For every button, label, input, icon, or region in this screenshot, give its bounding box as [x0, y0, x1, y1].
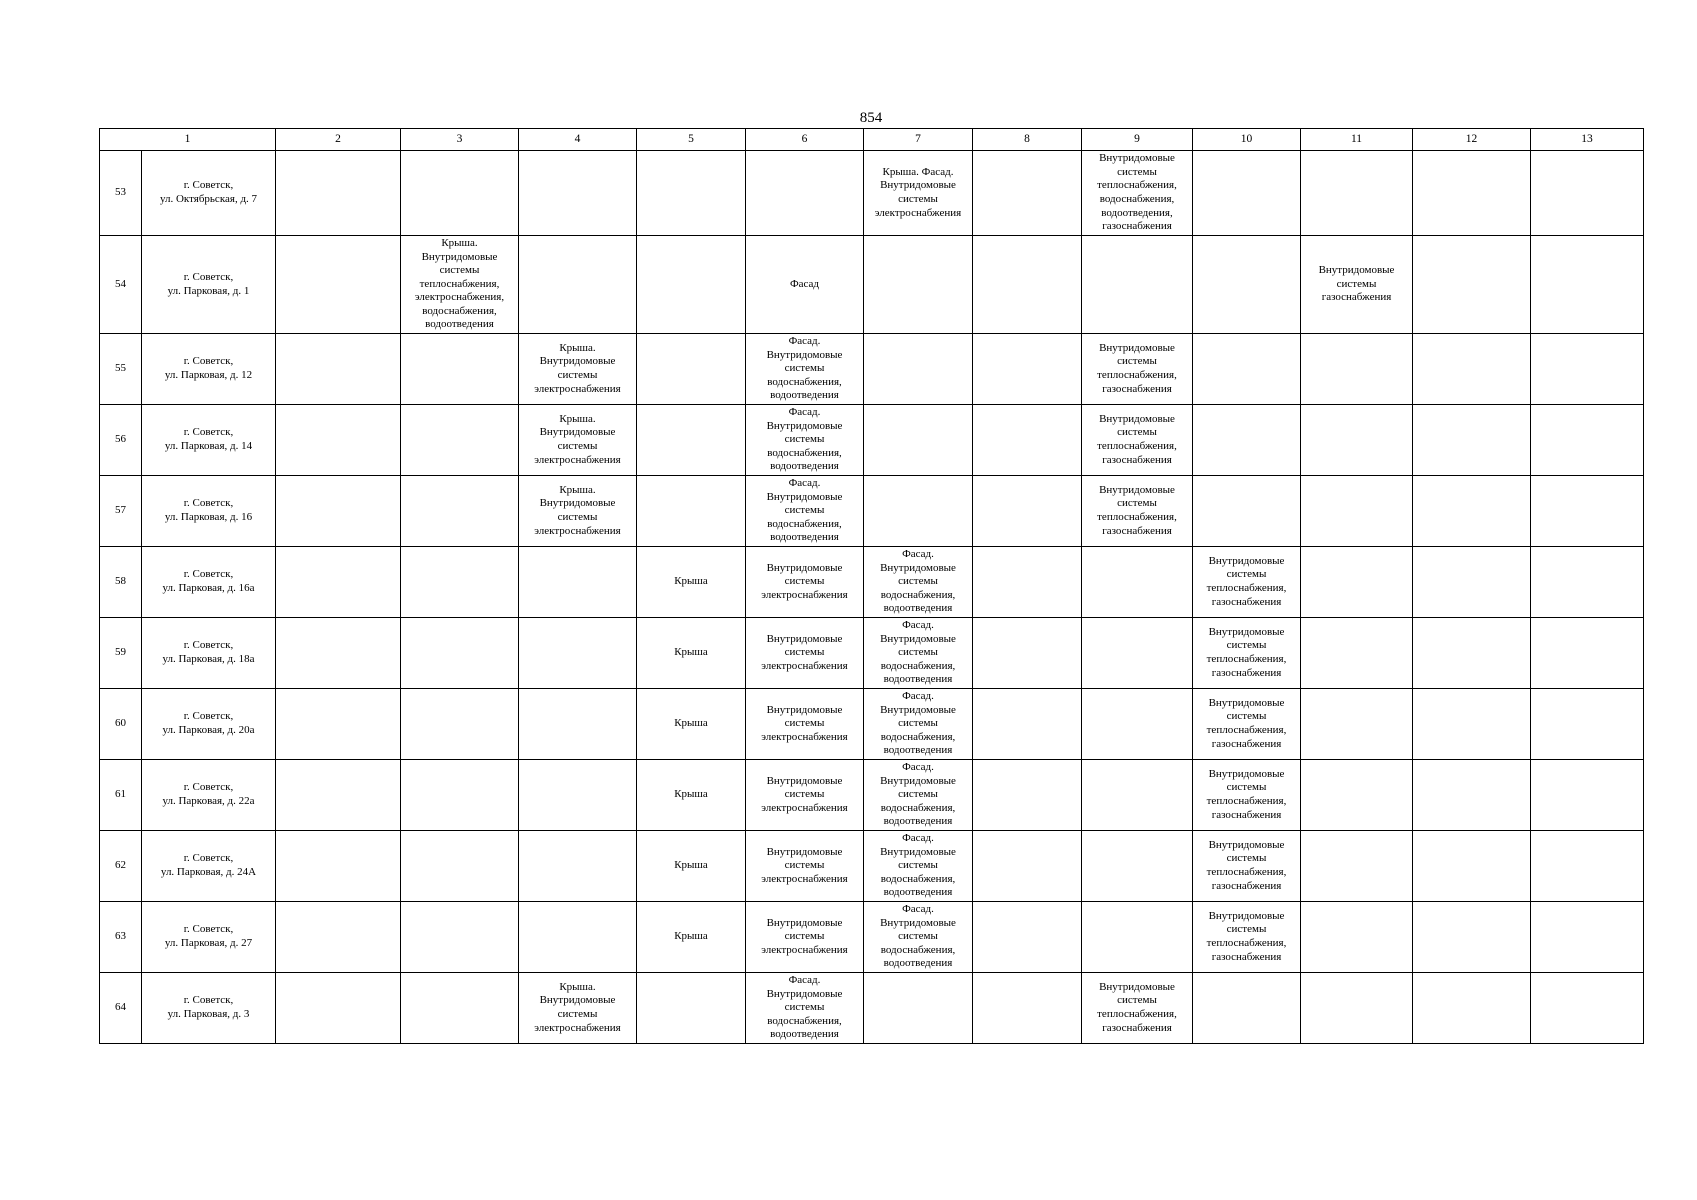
work-cell-col-3 [401, 334, 519, 405]
work-cell-col-8 [973, 476, 1082, 547]
work-cell-col-3 [401, 902, 519, 973]
address-cell: г. Советск, ул. Парковая, д. 16 [142, 476, 276, 547]
work-cell-col-6: Фасад [746, 236, 864, 334]
work-cell-col-12 [1413, 151, 1531, 236]
work-cell-col-7: Фасад. Внутридомовые системы водоснабжения, водоотведения [864, 831, 973, 902]
row-number: 60 [100, 689, 142, 760]
work-cell-col-13 [1531, 973, 1644, 1044]
column-header-6: 6 [746, 129, 864, 151]
table-row [100, 334, 1644, 405]
work-cell-col-5: Крыша [637, 618, 746, 689]
work-cell-col-5: Крыша [637, 760, 746, 831]
table-row [100, 760, 1644, 831]
work-cell-col-7 [864, 405, 973, 476]
work-cell-col-12 [1413, 618, 1531, 689]
work-cell-col-4: Крыша. Внутридомовые системы электроснабжения [519, 334, 637, 405]
work-cell-col-6: Фасад. Внутридомовые системы водоснабжения, водоотведения [746, 334, 864, 405]
column-header-2: 2 [276, 129, 401, 151]
work-cell-col-4: Крыша. Внутридомовые системы электроснабжения [519, 476, 637, 547]
work-cell-col-7: Фасад. Внутридомовые системы водоснабжения, водоотведения [864, 760, 973, 831]
work-cell-col-7: Фасад. Внутридомовые системы водоснабжения, водоотведения [864, 902, 973, 973]
column-header-8: 8 [973, 129, 1082, 151]
work-cell-col-6: Фасад. Внутридомовые системы водоснабжения, водоотведения [746, 973, 864, 1044]
column-header-12: 12 [1413, 129, 1531, 151]
column-header-13: 13 [1531, 129, 1644, 151]
work-cell-col-2 [276, 973, 401, 1044]
work-cell-col-3 [401, 618, 519, 689]
row-number: 55 [100, 334, 142, 405]
work-cell-col-10 [1193, 334, 1301, 405]
work-cell-col-8 [973, 334, 1082, 405]
address-cell: г. Советск, ул. Парковая, д. 16а [142, 547, 276, 618]
work-cell-col-11 [1301, 151, 1413, 236]
work-cell-col-3 [401, 973, 519, 1044]
address-cell: г. Советск, ул. Парковая, д. 1 [142, 236, 276, 334]
work-cell-col-13 [1531, 831, 1644, 902]
work-cell-col-9 [1082, 236, 1193, 334]
work-cell-col-12 [1413, 973, 1531, 1044]
table-row [100, 236, 1644, 334]
row-number: 59 [100, 618, 142, 689]
work-cell-col-10 [1193, 476, 1301, 547]
row-number: 57 [100, 476, 142, 547]
work-cell-col-5: Крыша [637, 689, 746, 760]
work-cell-col-9 [1082, 547, 1193, 618]
work-cell-col-10 [1193, 405, 1301, 476]
work-cell-col-6: Внутридомовые системы электроснабжения [746, 689, 864, 760]
work-cell-col-8 [973, 689, 1082, 760]
work-cell-col-10: Внутридомовые системы теплоснабжения, газоснабжения [1193, 547, 1301, 618]
work-cell-col-12 [1413, 547, 1531, 618]
column-header-10: 10 [1193, 129, 1301, 151]
work-cell-col-2 [276, 618, 401, 689]
work-cell-col-7: Фасад. Внутридомовые системы водоснабжения, водоотведения [864, 547, 973, 618]
table-row [100, 618, 1644, 689]
work-cell-col-2 [276, 476, 401, 547]
work-cell-col-3 [401, 547, 519, 618]
work-cell-col-8 [973, 831, 1082, 902]
work-cell-col-9: Внутридомовые системы теплоснабжения, водоснабжения, водоотведения, газоснабжения [1082, 151, 1193, 236]
address-cell: г. Советск, ул. Парковая, д. 20а [142, 689, 276, 760]
work-cell-col-9 [1082, 902, 1193, 973]
table-row [100, 831, 1644, 902]
work-cell-col-8 [973, 236, 1082, 334]
address-cell: г. Советск, ул. Парковая, д. 18а [142, 618, 276, 689]
work-cell-col-11 [1301, 760, 1413, 831]
work-cell-col-9 [1082, 760, 1193, 831]
work-cell-col-11 [1301, 831, 1413, 902]
work-cell-col-5 [637, 973, 746, 1044]
row-number: 54 [100, 236, 142, 334]
work-cell-col-12 [1413, 334, 1531, 405]
work-cell-col-7 [864, 973, 973, 1044]
work-cell-col-6: Фасад. Внутридомовые системы водоснабжения, водоотведения [746, 476, 864, 547]
work-cell-col-2 [276, 151, 401, 236]
work-cell-col-13 [1531, 547, 1644, 618]
work-cell-col-6: Внутридомовые системы электроснабжения [746, 760, 864, 831]
work-cell-col-11 [1301, 547, 1413, 618]
work-cell-col-5 [637, 236, 746, 334]
work-cell-col-2 [276, 902, 401, 973]
column-header-5: 5 [637, 129, 746, 151]
work-cell-col-4 [519, 151, 637, 236]
work-cell-col-3: Крыша. Внутридомовые системы теплоснабжения, электроснабжения, водоснабжения, водоотведения [401, 236, 519, 334]
work-cell-col-10: Внутридомовые системы теплоснабжения, газоснабжения [1193, 902, 1301, 973]
address-cell: г. Советск, ул. Парковая, д. 12 [142, 334, 276, 405]
table-body [100, 129, 1644, 1044]
work-cell-col-8 [973, 618, 1082, 689]
work-cell-col-12 [1413, 689, 1531, 760]
work-cell-col-12 [1413, 902, 1531, 973]
work-cell-col-11 [1301, 689, 1413, 760]
page-number: 854 [859, 110, 883, 126]
work-cell-col-2 [276, 689, 401, 760]
work-cell-col-6: Внутридомовые системы электроснабжения [746, 831, 864, 902]
work-cell-col-10 [1193, 151, 1301, 236]
address-cell: г. Советск, ул. Парковая, д. 24А [142, 831, 276, 902]
work-cell-col-8 [973, 547, 1082, 618]
work-cell-col-5 [637, 476, 746, 547]
work-cell-col-6: Внутридомовые системы электроснабжения [746, 902, 864, 973]
work-cell-col-6 [746, 151, 864, 236]
work-cell-col-8 [973, 973, 1082, 1044]
work-cell-col-12 [1413, 405, 1531, 476]
work-cell-col-8 [973, 902, 1082, 973]
work-cell-col-13 [1531, 334, 1644, 405]
column-header-7: 7 [864, 129, 973, 151]
work-cell-col-3 [401, 405, 519, 476]
work-cell-col-13 [1531, 902, 1644, 973]
work-cell-col-13 [1531, 236, 1644, 334]
header-row [100, 129, 1644, 151]
column-header-3: 3 [401, 129, 519, 151]
work-cell-col-11 [1301, 334, 1413, 405]
work-cell-col-2 [276, 831, 401, 902]
table-row [100, 476, 1644, 547]
table-row [100, 405, 1644, 476]
work-cell-col-2 [276, 547, 401, 618]
address-cell: г. Советск, ул. Парковая, д. 22а [142, 760, 276, 831]
work-cell-col-7: Крыша. Фасад. Внутридомовые системы электроснабжения [864, 151, 973, 236]
address-cell: г. Советск, ул. Парковая, д. 14 [142, 405, 276, 476]
work-cell-col-7: Фасад. Внутридомовые системы водоснабжения, водоотведения [864, 618, 973, 689]
work-cell-col-13 [1531, 760, 1644, 831]
work-cell-col-9 [1082, 618, 1193, 689]
work-cell-col-10: Внутридомовые системы теплоснабжения, газоснабжения [1193, 689, 1301, 760]
work-cell-col-3 [401, 760, 519, 831]
work-cell-col-3 [401, 151, 519, 236]
work-cell-col-8 [973, 405, 1082, 476]
work-cell-col-10: Внутридомовые системы теплоснабжения, газоснабжения [1193, 760, 1301, 831]
address-cell: г. Советск, ул. Октябрьская, д. 7 [142, 151, 276, 236]
row-number: 61 [100, 760, 142, 831]
work-cell-col-10 [1193, 973, 1301, 1044]
work-cell-col-9 [1082, 689, 1193, 760]
work-cell-col-2 [276, 236, 401, 334]
work-cell-col-11 [1301, 902, 1413, 973]
work-cell-col-13 [1531, 689, 1644, 760]
work-cell-col-3 [401, 476, 519, 547]
work-cell-col-5: Крыша [637, 831, 746, 902]
work-cell-col-7: Фасад. Внутридомовые системы водоснабжения, водоотведения [864, 689, 973, 760]
work-cell-col-3 [401, 831, 519, 902]
work-cell-col-4 [519, 547, 637, 618]
work-cell-col-9 [1082, 831, 1193, 902]
work-cell-col-5 [637, 405, 746, 476]
work-cell-col-4 [519, 236, 637, 334]
work-cell-col-11 [1301, 973, 1413, 1044]
work-cell-col-2 [276, 405, 401, 476]
work-cell-col-9: Внутридомовые системы теплоснабжения, газоснабжения [1082, 405, 1193, 476]
work-cell-col-9: Внутридомовые системы теплоснабжения, газоснабжения [1082, 334, 1193, 405]
work-cell-col-8 [973, 760, 1082, 831]
work-cell-col-5: Крыша [637, 902, 746, 973]
address-cell: г. Советск, ул. Парковая, д. 27 [142, 902, 276, 973]
work-cell-col-6: Фасад. Внутридомовые системы водоснабжения, водоотведения [746, 405, 864, 476]
row-number: 63 [100, 902, 142, 973]
row-number: 58 [100, 547, 142, 618]
work-cell-col-4 [519, 760, 637, 831]
work-cell-col-12 [1413, 476, 1531, 547]
work-cell-col-12 [1413, 236, 1531, 334]
row-number: 56 [100, 405, 142, 476]
work-cell-col-5 [637, 334, 746, 405]
address-cell: г. Советск, ул. Парковая, д. 3 [142, 973, 276, 1044]
repair-schedule-table [99, 128, 1644, 1044]
work-cell-col-13 [1531, 476, 1644, 547]
table-row [100, 151, 1644, 236]
column-header-4: 4 [519, 129, 637, 151]
work-cell-col-11 [1301, 476, 1413, 547]
work-cell-col-9: Внутридомовые системы теплоснабжения, газоснабжения [1082, 973, 1193, 1044]
work-cell-col-9: Внутридомовые системы теплоснабжения, газоснабжения [1082, 476, 1193, 547]
work-cell-col-11 [1301, 618, 1413, 689]
table-row [100, 689, 1644, 760]
work-cell-col-12 [1413, 760, 1531, 831]
work-cell-col-10: Внутридомовые системы теплоснабжения, газоснабжения [1193, 831, 1301, 902]
work-cell-col-6: Внутридомовые системы электроснабжения [746, 547, 864, 618]
work-cell-col-7 [864, 236, 973, 334]
table-row [100, 547, 1644, 618]
work-cell-col-4: Крыша. Внутридомовые системы электроснабжения [519, 973, 637, 1044]
work-cell-col-5: Крыша [637, 547, 746, 618]
row-number: 62 [100, 831, 142, 902]
work-cell-col-12 [1413, 831, 1531, 902]
work-cell-col-13 [1531, 405, 1644, 476]
work-cell-col-3 [401, 689, 519, 760]
row-number: 64 [100, 973, 142, 1044]
work-cell-col-7 [864, 476, 973, 547]
work-cell-col-13 [1531, 151, 1644, 236]
work-cell-col-4 [519, 618, 637, 689]
column-header-11: 11 [1301, 129, 1413, 151]
work-cell-col-2 [276, 334, 401, 405]
work-cell-col-4 [519, 689, 637, 760]
work-cell-col-5 [637, 151, 746, 236]
work-cell-col-8 [973, 151, 1082, 236]
work-cell-col-11 [1301, 405, 1413, 476]
work-cell-col-6: Внутридомовые системы электроснабжения [746, 618, 864, 689]
work-cell-col-7 [864, 334, 973, 405]
work-cell-col-11: Внутридомовые системы газоснабжения [1301, 236, 1413, 334]
table-row [100, 902, 1644, 973]
table-row [100, 973, 1644, 1044]
work-cell-col-4: Крыша. Внутридомовые системы электроснабжения [519, 405, 637, 476]
work-cell-col-2 [276, 760, 401, 831]
work-cell-col-4 [519, 902, 637, 973]
work-cell-col-4 [519, 831, 637, 902]
work-cell-col-13 [1531, 618, 1644, 689]
row-number: 53 [100, 151, 142, 236]
column-header-1: 1 [100, 129, 276, 151]
work-cell-col-10 [1193, 236, 1301, 334]
work-cell-col-10: Внутридомовые системы теплоснабжения, газоснабжения [1193, 618, 1301, 689]
column-header-9: 9 [1082, 129, 1193, 151]
